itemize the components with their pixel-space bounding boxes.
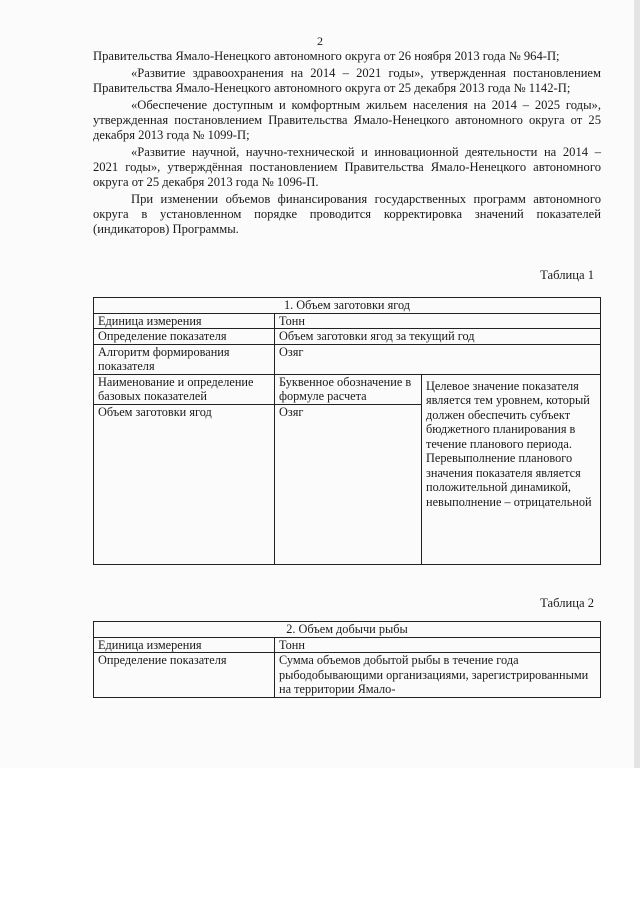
- table2-definition-label: Определение показателя: [94, 653, 275, 698]
- table1-base-header: Наименование и определение базовых показателей: [94, 374, 275, 404]
- table1-target-text: Целевое значение показателя является тем уровнем, который должен обеспечить субъект бюджетного планирования в течение планового периода. Перевыполнение планового значения показателя является положительной динамикой, невыполнение – отрицательной: [422, 374, 601, 564]
- table2-caption: Таблица 2: [540, 596, 594, 610]
- table2-definition-value: Сумма объемов добытой рыбы в течение года рыбодобывающими организациями, зарегистрированными на территории Ямало-: [275, 653, 601, 698]
- paragraph-3: «Обеспечение доступным и комфортным жильем населения на 2014 – 2025 годы», утвержденная постановлением Правительства Ямало-Ненецкого автономного округа от 25 декабря 2013 года № 1099-П;: [93, 98, 601, 142]
- table1-algorithm-label: Алгоритм формирования показателя: [94, 344, 275, 374]
- table1-unit-value: Тонн: [275, 313, 601, 329]
- paragraph-1: Правительства Ямало-Ненецкого автономного округа от 26 ноября 2013 года № 964-П;: [93, 49, 560, 63]
- blank-area: [0, 768, 640, 905]
- table1-title: 1. Объем заготовки ягод: [94, 298, 601, 314]
- table1-row-name: Объем заготовки ягод: [94, 404, 275, 564]
- table1: [93, 297, 601, 565]
- body-text: [93, 49, 601, 239]
- table2-unit-value: Тонн: [275, 637, 601, 653]
- table2: [93, 621, 601, 698]
- table1-letter-header: Буквенное обозначение в формуле расчета: [275, 374, 422, 404]
- table1-unit-label: Единица измерения: [94, 313, 275, 329]
- table1-row-letter: Озяг: [275, 404, 422, 564]
- table2-unit-label: Единица измерения: [94, 637, 275, 653]
- table1-algorithm-value: Озяг: [275, 344, 601, 374]
- paragraph-4: «Развитие научной, научно-технической и инновационной деятельности на 2014 – 2021 годы», утверждённая постановлением Правительства Ямало-Ненецкого автономного округа от 25 декабря 2013 года № 1096-П.: [93, 145, 601, 189]
- paragraph-2: «Развитие здравоохранения на 2014 – 2021 годы», утвержденная постановлением Правительства Ямало-Ненецкого автономного округа от 25 декабря 2013 года № 1142-П;: [93, 66, 601, 95]
- table1-caption: Таблица 1: [540, 268, 594, 282]
- table2-title: 2. Объем добычи рыбы: [94, 622, 601, 638]
- table1-definition-label: Определение показателя: [94, 329, 275, 345]
- paragraph-5: При изменении объемов финансирования государственных программ автономного округа в установленном порядке проводится корректировка значений показателей (индикаторов) Программы.: [93, 192, 601, 236]
- page-number: 2: [317, 34, 323, 48]
- table1-definition-value: Объем заготовки ягод за текущий год: [275, 329, 601, 345]
